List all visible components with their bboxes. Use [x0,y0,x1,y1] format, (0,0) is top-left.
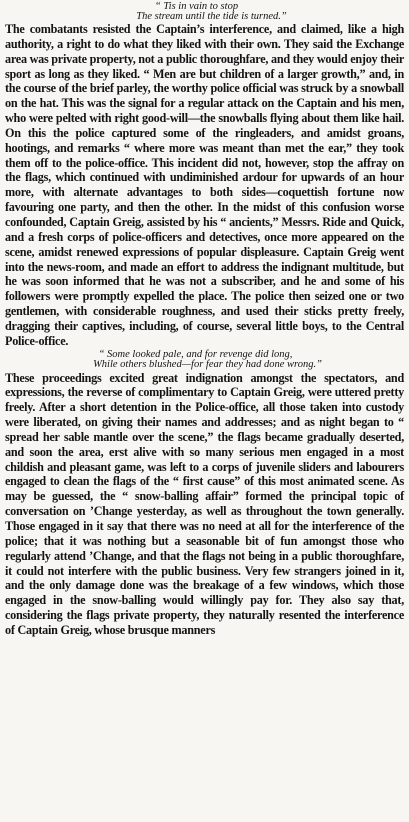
verse-quote-2 [5,350,404,370]
verse-quote-1 [5,2,404,22]
verse-1-line-1: “ Tis in vain to stop [154,1,239,12]
article-paragraph-1: The combatants resisted the Captain’s interference, and claimed, like a high authority, a right to do what they liked with their own. They said the Exchange area was private property, not a public thoroughfare, and they would enjoy their sport as long as they liked. “ Men are but children of a larger growth,” and, in the course of the brief parley, the worthy police official was struck by a snowball on the hat. This was the signal for a regular attack on the Captain and his men, who were pelted with right good-will—the snowballs flying about them like hail. On this the police captured some of the ringleaders, and amidst groans, hootings, and remarks “ where more was meant than met the ear,” they took them off to the police-office. This incident did not, however, stop the affray on the flags, which continued with undiminished ardour for upwards of an hour more, with alternate advantages to both sides—coquettish fortune now favouring one party, and then the other. In the midst of this confusion worse confounded, Captain Greig, assisted by his “ ancients,” Messrs. Ride and Quick, and a fresh corps of police-officers and detectives, once more appeared on the scene, amidst renewed expressions of popular displeasure. Captain Greig went into the news-room, and made an effort to address the indignant multitude, but he was soon informed that he was not a subscriber, and he and some of his followers were promptly expelled the place. The police then seized one or two gentlemen, with considerable roughness, and used their sticks pretty freely, dragging their captives, including, of course, several little boys, to the Central Police-office. [5,22,404,348]
verse-2-line-2: While others blushed—for fear they had done wrong.” [93,358,322,370]
verse-2-line-1: “ Some looked pale, and for revenge did long, [98,348,293,360]
article-paragraph-2: These proceedings excited great indignation amongst the spectators, and expressions, the reverse of complimentary to Captain Greig, were uttered pretty freely. After a short detention in the Police-office, all those taken into custody were liberated, on giving their names and addresses; and as night began to “ spread her sable mantle over the scene,” the flags became gradually deserted, and soon the area, erst alive with so many serious men engaged in a most childish and pleasant game, was left to a corps of juvenile sliders and labourers engaged to clean the flags of the “ first cause” of this most animated scene. As may be guessed, the “ snow-balling affair” formed the principal topic of conversation on ’Change yesterday, as well as throughout the town generally. Those engaged in it say that there was no need at all for the interference of the police; that it was nothing but a seasonable bit of fun amongst those who regularly attend ’Change, and that the flags not being in a public thoroughfare, it could not interfere with the public business. Very few strangers joined in it, and the only damage done was the breakage of a few windows, which those engaged in the snow-balling would willingly pay for. They also say that, considering the flags private property, they naturally resented the interference of Captain Greig, whose brusque manners [5,370,404,637]
verse-1-line-2: The stream until the tide is turned.” [136,11,287,22]
